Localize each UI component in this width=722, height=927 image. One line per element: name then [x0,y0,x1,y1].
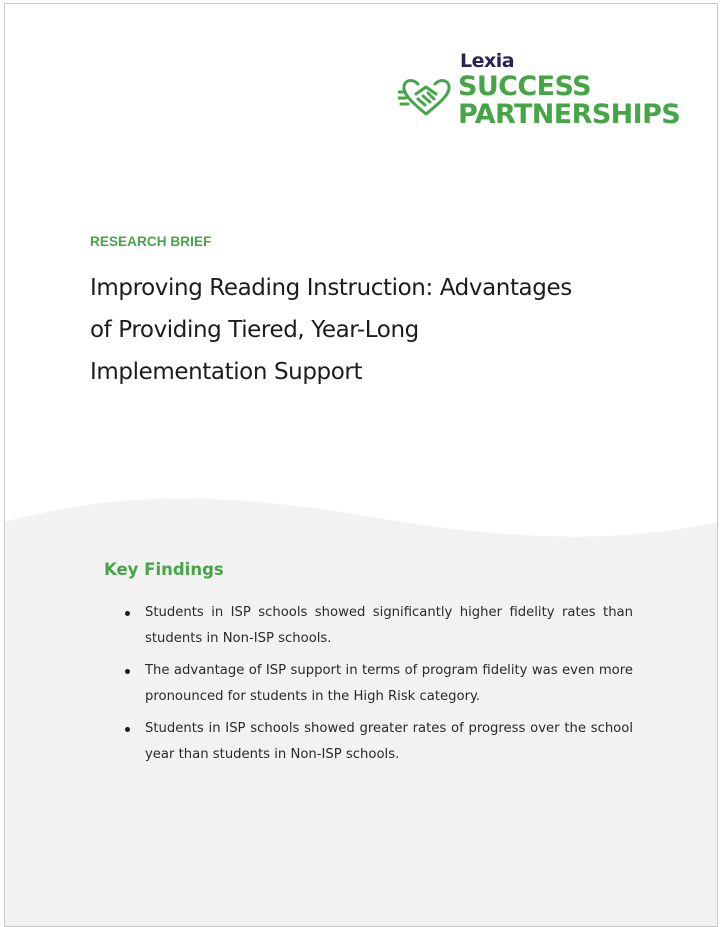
finding-text: Students in ISP schools showed greater rates of progress over the school year than students in Non-ISP schools. [145,721,633,762]
key-findings-heading: Key Findings [104,560,224,579]
finding-text: Students in ISP schools showed significantly higher fidelity rates than students in Non-ISP schools. [145,605,633,646]
brand-line-success: SUCCESS [458,71,591,102]
document-page [4,3,718,927]
finding-item [125,600,633,651]
title-line: of Providing Tiered, Year-Long [90,317,419,343]
finding-item [125,658,633,709]
finding-item [125,716,633,767]
document-type-label: RESEARCH BRIEF [90,234,212,249]
handshake-heart-icon [398,74,456,122]
document-title [90,267,650,393]
lexia-success-partnerships-logo [398,50,683,132]
brand-line-partnerships: PARTNERSHIPS [458,99,681,130]
bullet-icon [125,727,130,732]
key-findings-list [125,600,633,774]
bullet-icon [125,611,130,616]
bullet-icon [125,669,130,674]
title-line: Improving Reading Instruction: Advantages [90,275,572,301]
title-line: Implementation Support [90,359,363,385]
finding-text: The advantage of ISP support in terms of program fidelity was even more pronounced for students in the High Risk category. [145,663,633,704]
brand-name-lexia: Lexia [460,50,515,72]
